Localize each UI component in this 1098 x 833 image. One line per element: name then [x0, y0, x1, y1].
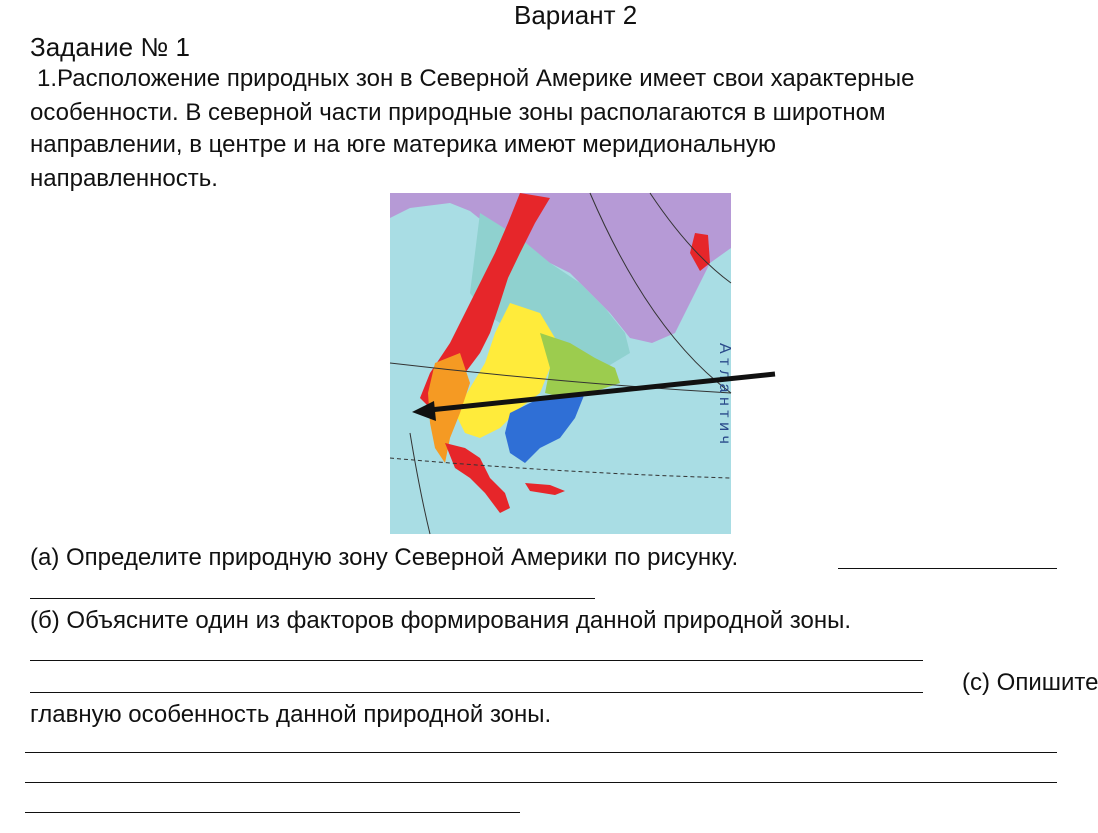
task-heading: Задание № 1: [30, 32, 190, 62]
answer-line-c1[interactable]: [25, 752, 1057, 753]
answer-line-c2[interactable]: [25, 782, 1057, 783]
answer-line-a1[interactable]: [838, 568, 1057, 569]
answer-line-b1[interactable]: [30, 660, 923, 661]
intro-line-1: 1.Расположение природных зон в Северной Америке имеет свои характерные: [37, 65, 915, 92]
answer-line-c3[interactable]: [25, 812, 520, 813]
variant-title: Вариант 2: [514, 0, 638, 30]
question-b: (б) Объясните один из факторов формирования данной природной зоны.: [30, 607, 852, 634]
map-ocean-label: А т л а н т и ч: [716, 343, 733, 444]
question-c-text: главную особенность данной природной зоны.: [30, 701, 552, 728]
answer-line-a2[interactable]: [30, 598, 595, 599]
intro-line-2: особенности. В северной части природные зоны располагаются в широтном: [30, 99, 886, 126]
question-c-label: (с) Опишите: [962, 669, 1098, 696]
intro-line-3: направлении, в центре и на юге материка имеют меридиональную: [30, 131, 776, 158]
intro-line-4: направленность.: [30, 165, 218, 192]
north-america-natural-zones-map: [390, 193, 731, 534]
question-a: (а) Определите природную зону Северной Америки по рисунку.: [30, 544, 739, 571]
answer-line-b2[interactable]: [30, 692, 923, 693]
